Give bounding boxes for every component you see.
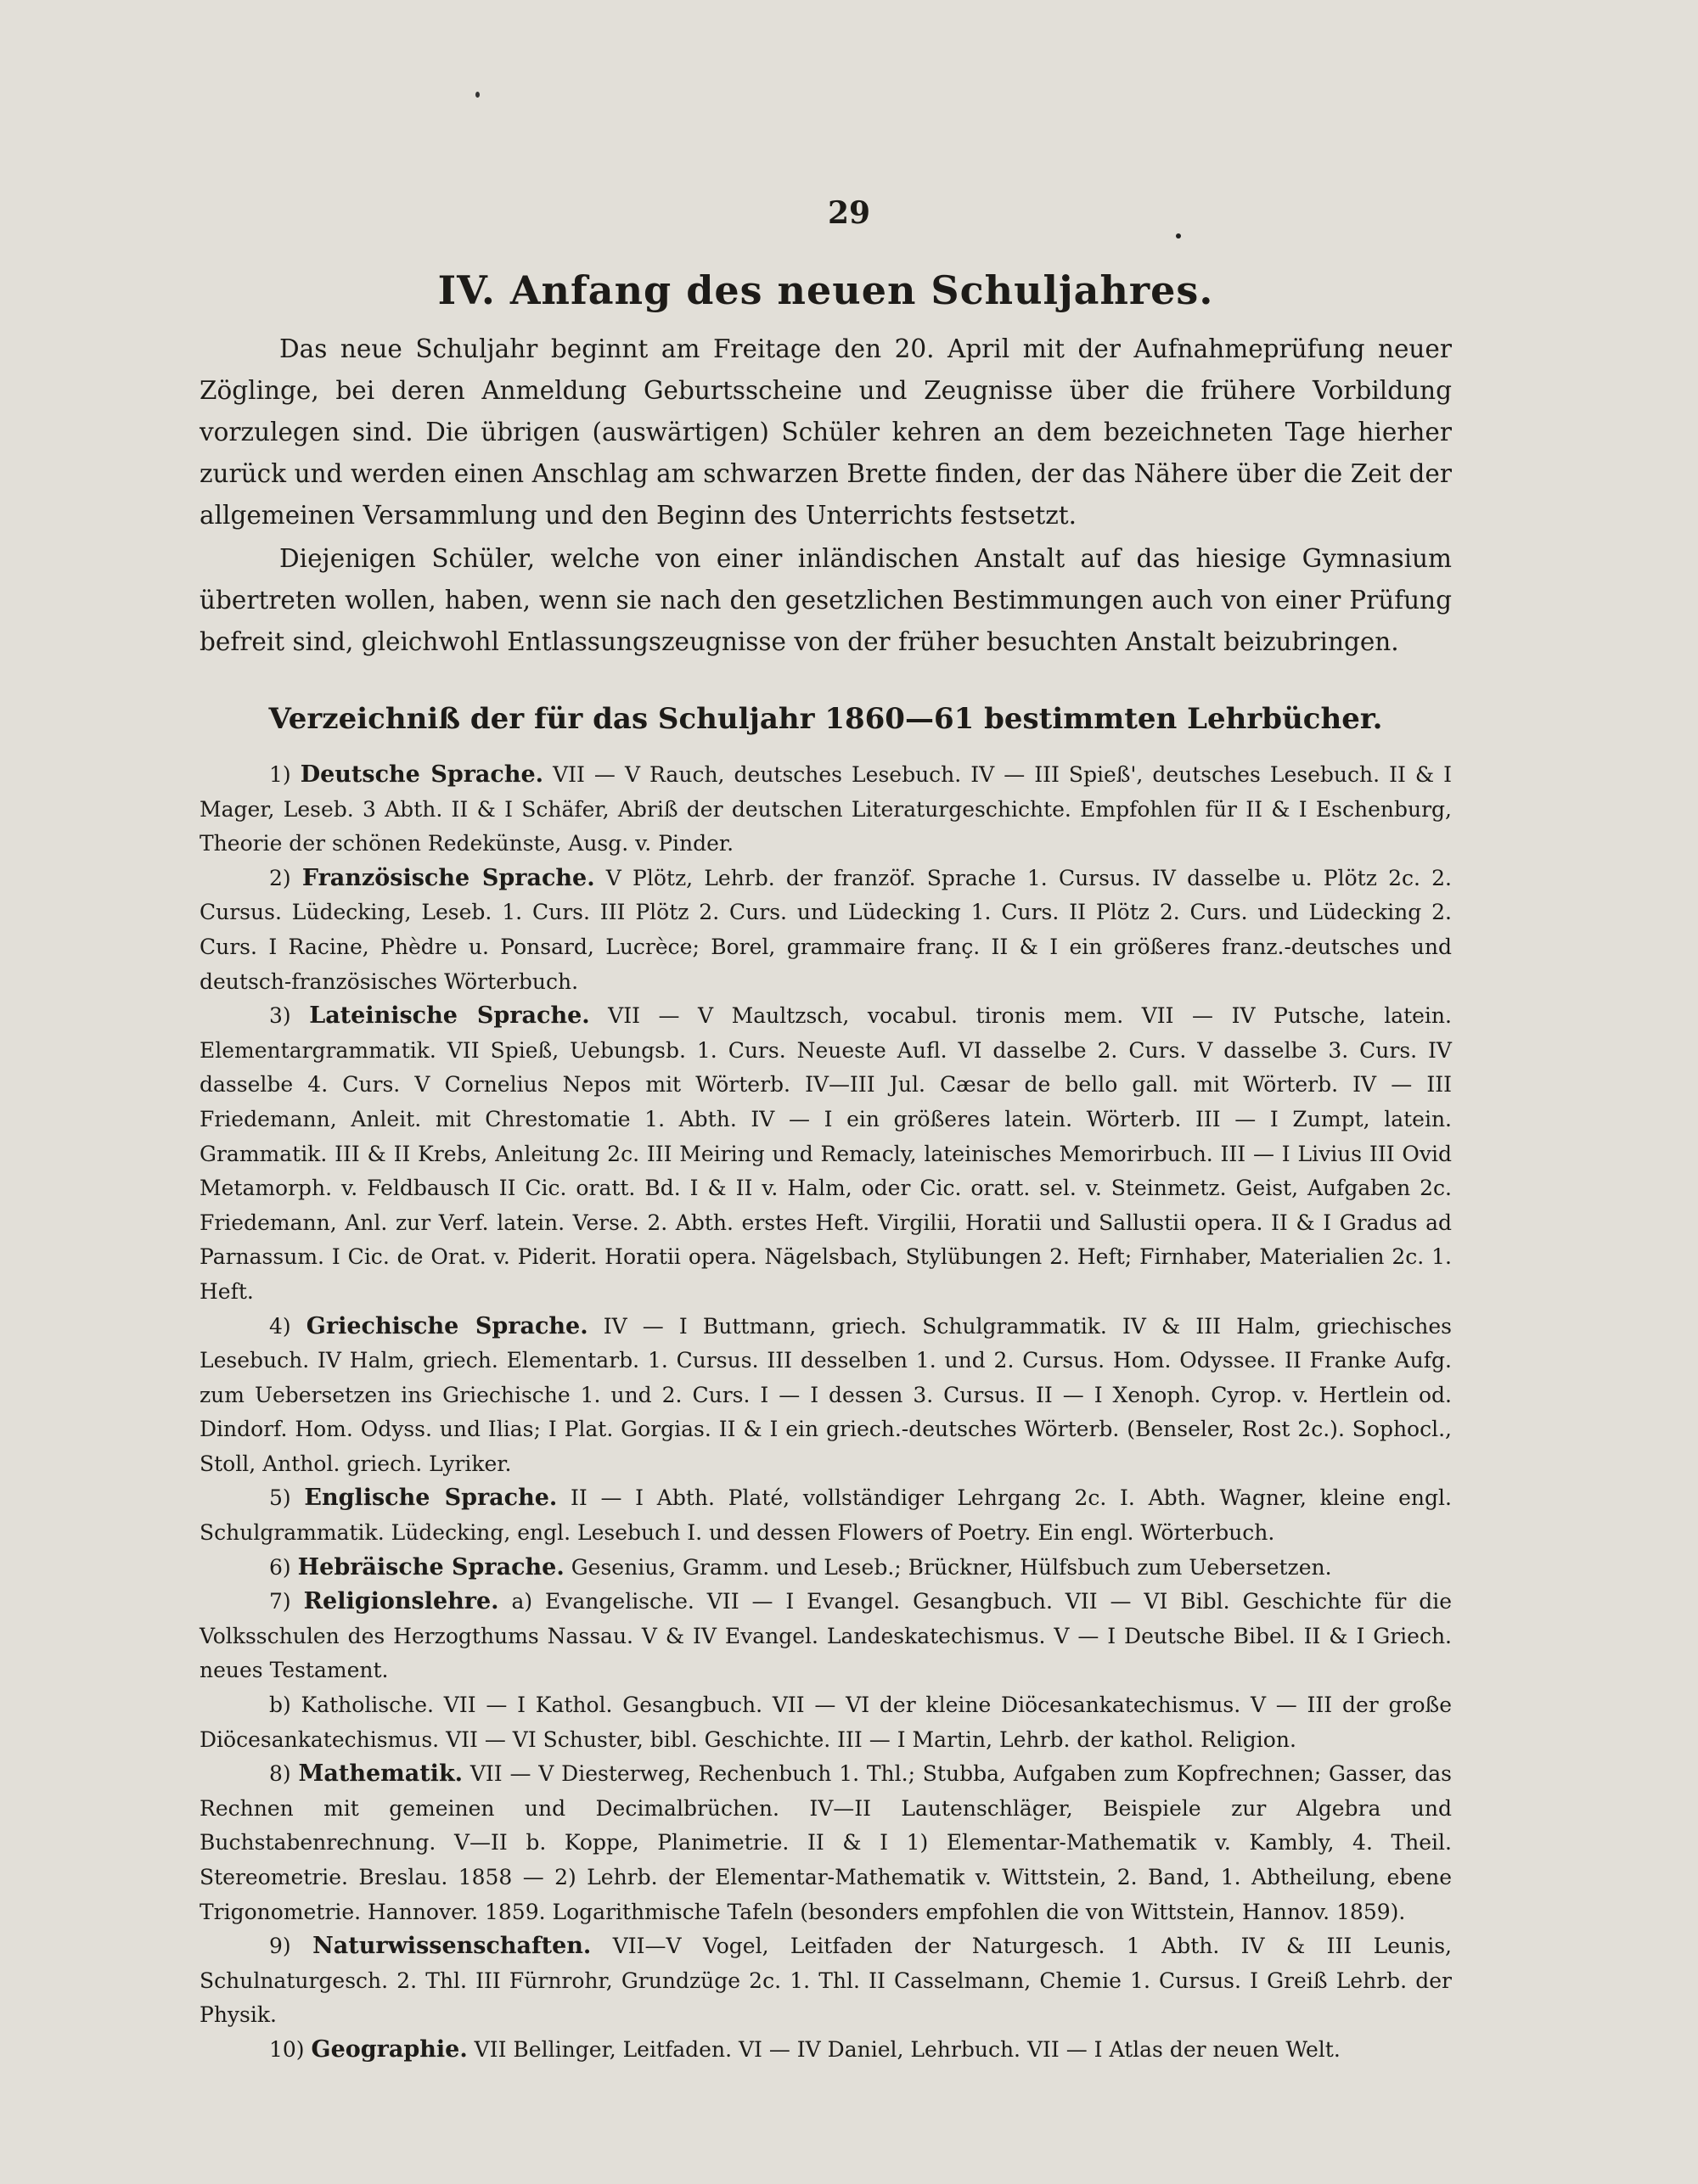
subject-entry: 10) Geographie. VII Bellinger, Leitfaden. VI — IV Daniel, Lehrbuch. VII — I Atlas der neuen Welt.	[269, 2035, 1341, 2063]
intro-paragraph: Das neue Schuljahr beginnt am Freitage den 20. April mit der Aufnahmeprüfung neuer Zöglinge, bei deren Anmeldung Geburtsscheine und Zeugnisse über die frühere Vorbildung vorzulegen sind. Die übrigen (auswärtigen) Schüler kehren an dem bezeichneten Tage hierher zurück und werden einen Anschlag am schwarzen Brette finden, der das Nähere über die Zeit der allgemeinen Versammlung und den Beginn des Unterrichts festsetzt.	[200, 334, 1452, 530]
subject-entry: 9) Naturwissenschaften. VII—V Vogel, Leitfaden der Naturgesch. 1 Abth. IV & III Leunis, Schulnaturgesch. 2. Thl. III Fürnrohr, Grundzüge 2c. 1. Thl. II Casselmann, Chemie 1. Cursus. I Greiß Lehrb. der Physik.	[200, 1933, 1452, 2028]
subject-entry: 7) Religionslehre. a) Evangelische. VII — I Evangel. Gesangbuch. VII — VI Bibl. Geschichte für die Volksschulen des Herzogthums Nassau. V & IV Evangel. Landeskatechismus. V — I Deutsche Bibel. II & I Griech. neues Testament.	[200, 1588, 1452, 1683]
subject-entry: 8) Mathematik. VII — V Diesterweg, Rechenbuch 1. Thl.; Stubba, Aufgaben zum Kopfrechnen; Gasser, das Rechnen mit gemeinen und Decimalbrüchen. IV—II Lautenschläger, Beispiele zur Algebra und Buchstabenrechnung. V—II b. Koppe, Planimetrie. II & I 1) Elementar-Mathematik v. Kambly, 4. Theil. Stereometrie. Breslau. 1858 — 2) Lehrb. der Elementar-Mathematik v. Wittstein, 2. Band, 1. Abtheilung, ebene Trigonometrie. Hannover. 1859. Logarithmische Tafeln (besonders empfohlen die von Wittstein, Hannov. 1859).	[200, 1760, 1452, 1924]
page-number: 29	[827, 195, 871, 231]
section-title: IV. Anfang des neuen Schuljahres.	[437, 267, 1214, 313]
page-content	[200, 267, 1452, 2068]
page-speck	[1176, 233, 1181, 239]
subject-entry-catholic: b) Katholische. VII — I Kathol. Gesangbuch. VII — VI der kleine Diöcesankatechismus. V — III der große Diöcesankatechismus. VII — VI Schuster, bibl. Geschichte. III — I Martin, Lehrb. der kathol. Religion.	[200, 1693, 1452, 1752]
subject-entry: 5) Englische Sprache. II — I Abth. Platé, vollständiger Lehrgang 2c. I. Abth. Wagner, kleine engl. Schulgrammatik. Lüdecking, engl. Lesebuch I. und dessen Flowers of Poetry. Ein engl. Wörterbuch.	[200, 1485, 1452, 1546]
subject-entry: 4) Griechische Sprache. IV — I Buttmann, griech. Schulgrammatik. IV & III Halm, griechisches Lesebuch. IV Halm, griech. Elementarb. 1. Cursus. III desselben 1. und 2. Cursus. Hom. Odyssee. II Franke Aufg. zum Uebersetzen ins Griechische 1. und 2. Curs. I — I dessen 3. Cursus. II — I Xenoph. Cyrop. v. Hertlein od. Dindorf. Hom. Odyss. und Ilias; I Plat. Gorgias. II & I ein griech.-deutsches Wörterb. (Benseler, Rost 2c.). Sophocl., Stoll, Anthol. griech. Lyriker.	[200, 1312, 1453, 1476]
textbook-list-title: Verzeichniß der für das Schuljahr 1860—61 bestimmten Lehrbücher.	[268, 702, 1383, 736]
subject-entry: 6) Hebräische Sprache. Gesenius, Gramm. und Leseb.; Brückner, Hülfsbuch zum Uebersetzen.	[269, 1553, 1332, 1580]
page-speck	[475, 92, 480, 98]
textbook-list	[200, 758, 1452, 2068]
subject-entry: 3) Lateinische Sprache. VII — V Maultzsch, vocabul. tironis mem. VII — IV Putsche, latein. Elementargrammatik. VII Spieß, Uebungsb. 1. Curs. Neueste Aufl. VI dasselbe 2. Curs. V dasselbe 3. Curs. IV dasselbe 4. Curs. V Cornelius Nepos mit Wörterb. IV—III Jul. Cæsar de bello gall. mit Wörterb. IV — III Friedemann, Anleit. mit Chrestomatie 1. Abth. IV — I ein größeres latein. Wörterb. III — I Zumpt, latein. Grammatik. III & II Krebs, Anleitung 2c. III Meiring und Remacly, lateinisches Memorirbuch. III — I Livius III Ovid Metamorph. v. Feldbausch II Cic. oratt. Bd. I & II v. Halm, oder Cic. oratt. sel. v. Steinmetz. Geist, Aufgaben 2c. Friedemann, Anl. zur Verf. latein. Verse. 2. Abth. erstes Heft. Virgilii, Horatii und Sallustii opera. II & I Gradus ad Parnassum. I Cic. de Orat. v. Piderit. Horatii opera. Nägelsbach, Stylübungen 2. Heft; Firnhaber, Materialien 2c. 1. Heft.	[200, 1002, 1452, 1304]
subject-entry: 1) Deutsche Sprache. VII — V Rauch, deutsches Lesebuch. IV — III Spieß', deutsches Lesebuch. II & I Mager, Leseb. 3 Abth. II & I Schäfer, Abriß der deutschen Literaturgeschichte. Empfohlen für II & I Eschenburg, Theorie der schönen Redekünste, Ausg. v. Pinder.	[200, 761, 1452, 856]
subject-entry: 2) Französische Sprache. V Plötz, Lehrb. der franzöf. Sprache 1. Cursus. IV dasselbe u. Plötz 2c. 2. Cursus. Lüdecking, Leseb. 1. Curs. III Plötz 2. Curs. und Lüdecking 1. Curs. II Plötz 2. Curs. und Lüdecking 2. Curs. I Racine, Phèdre u. Ponsard, Lucrèce; Borel, grammaire franç. II & I ein größeres franz.-deutsches und deutsch-französisches Wörterbuch.	[200, 864, 1452, 994]
intro-paragraph: Diejenigen Schüler, welche von einer inländischen Anstalt auf das hiesige Gymnasium übertreten wollen, haben, wenn sie nach den gesetzlichen Bestimmungen auch von einer Prüfung befreit sind, gleichwohl Entlassungszeugnisse von der früher besuchten Anstalt beizubringen.	[200, 544, 1452, 656]
intro-text	[200, 328, 1452, 663]
